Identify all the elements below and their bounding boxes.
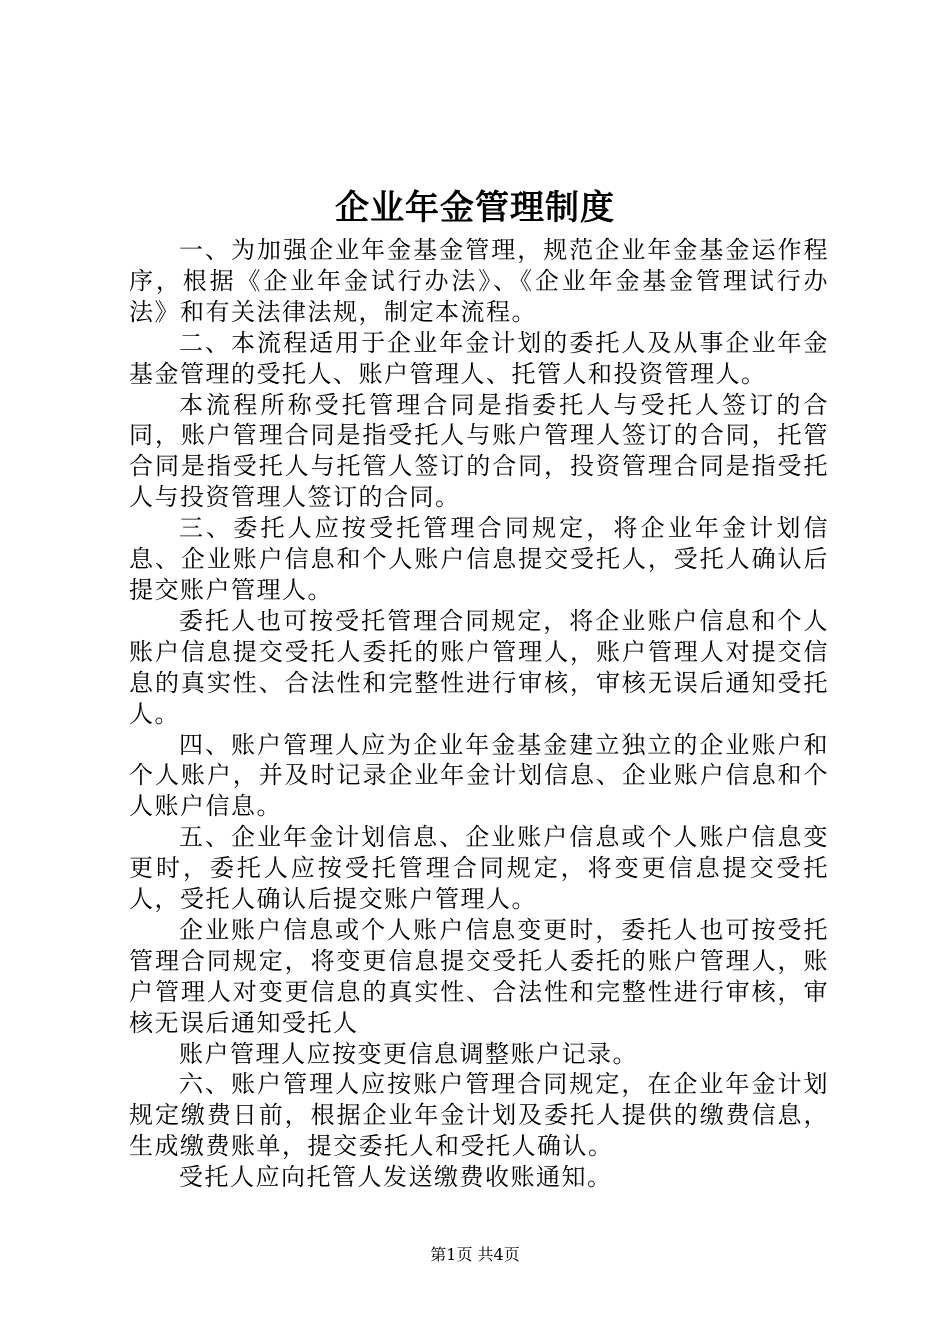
paragraph: 本流程所称受托管理合同是指委托人与受托人签订的合同，账户管理合同是指受托人与账户管理人签订的合同，托管合同是指受托人与托管人签订的合同，投资管理合同是指受托人与投资管理人签订的合同。 — [129, 390, 829, 512]
paragraph: 委托人也可按受托管理合同规定，将企业账户信息和个人账户信息提交受托人委托的账户管理人，账户管理人对提交信息的真实性、合法性和完整性进行审核，审核无误后通知受托人。 — [129, 606, 829, 728]
paragraph: 五、企业年金计划信息、企业账户信息或个人账户信息变更时，委托人应按受托管理合同规定，将变更信息提交受托人，受托人确认后提交账户管理人。 — [129, 823, 829, 914]
paragraph: 企业账户信息或个人账户信息变更时，委托人也可按受托管理合同规定，将变更信息提交受托人委托的账户管理人，账户管理人对变更信息的真实性、合法性和完整性进行审核，审核无误后通知受托人 — [129, 915, 829, 1037]
document-title: 企业年金管理制度 — [335, 188, 615, 228]
paragraph: 一、为加强企业年金基金管理，规范企业年金基金运作程序，根据《企业年金试行办法》、《企业年金基金管理试行办法》和有关法律法规，制定本流程。 — [129, 236, 829, 326]
paragraph: 受托人应向托管人发送缴费收账通知。 — [179, 1163, 613, 1192]
paragraph: 六、账户管理人应按账户管理合同规定，在企业年金计划规定缴费日前，根据企业年金计划及委托人提供的缴费信息，生成缴费账单，提交委托人和受托人确认。 — [129, 1070, 829, 1161]
document-body — [129, 235, 829, 1193]
paragraph: 二、本流程适用于企业年金计划的委托人及从事企业年金基金管理的受托人、账户管理人、托管人和投资管理人。 — [129, 328, 829, 388]
page-number-footer: 第1页 共4页 — [430, 1245, 520, 1264]
paragraph: 四、账户管理人应为企业年金基金建立独立的企业账户和个人账户，并及时记录企业年金计划信息、企业账户信息和个人账户信息。 — [129, 730, 829, 821]
paragraph: 账户管理人应按变更信息调整账户记录。 — [179, 1039, 638, 1068]
paragraph: 三、委托人应按受托管理合同规定，将企业年金计划信息、企业账户信息和个人账户信息提交受托人，受托人确认后提交账户管理人。 — [129, 514, 829, 604]
